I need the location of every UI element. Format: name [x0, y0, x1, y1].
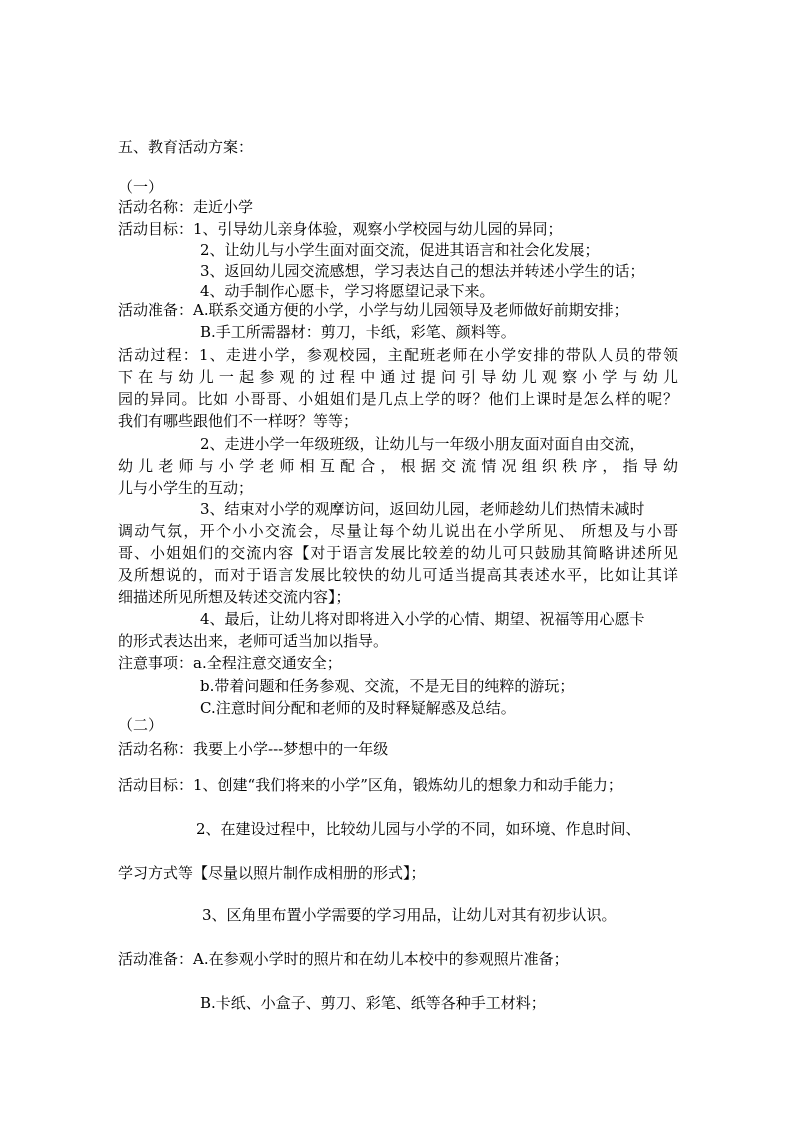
- activity1-process-line: 我们有哪些跟他们不一样呀？等等；: [118, 412, 359, 430]
- activity1-prep-2: B.手工所需器材：剪刀，卡纸，彩笔、颜料等。: [200, 323, 516, 341]
- activity2-goal-4: 3、区角里布置小学需要的学习用品，让幼儿对其有初步认识。: [202, 906, 617, 924]
- activity2-prep-2: B.卡纸、小盒子、剪刀、彩笔、纸等各种手工材料；: [200, 994, 546, 1012]
- activity2-goal-3: 学习方式等【尽量以照片制作成相册的形式】；: [118, 864, 426, 882]
- activity1-name: 活动名称：走近小学: [118, 198, 254, 216]
- activity2-number: （二）: [118, 716, 164, 734]
- activity2-prep-1: 活动准备：A.在参观小学时的照片和在幼儿本校中的参观照片准备；: [118, 950, 569, 968]
- activity1-prep-1: 活动准备：A.联系交通方便的小学，小学与幼儿园领导及老师做好前期安排；: [118, 301, 629, 319]
- activity1-process-line: 3、结束对小学的观摩访问，返回幼儿园，老师趁幼儿们热情未减时: [200, 500, 645, 518]
- activity1-process-line: 儿与小学生的互动；: [118, 479, 254, 497]
- activity1-process-line: 活动过程：1、走进小学，参观校园，主配班老师在小学安排的带队人员的带领: [118, 346, 678, 364]
- activity1-process-line: 幼儿老师与小学老师相互配合，根据交流情况组织秩序，指导幼: [118, 457, 678, 475]
- activity1-process-line: 细描述所见所想及转述交流内容】；: [118, 588, 351, 606]
- activity1-process-line: 调动气氛，开个小小交流会，尽量让每个幼儿说出在小学所见、 所想及与小哥: [118, 522, 678, 540]
- activity1-goal-2: 2、让幼儿与小学生面对面交流，促进其语言和社会化发展；: [200, 241, 600, 259]
- activity2-goal-2: 2、在建设过程中，比较幼儿园与小学的不同，如环境、作息时间、: [196, 820, 641, 838]
- activity2-name: 活动名称：我要上小学---梦想中的一年级: [118, 740, 389, 758]
- activity1-process-line: 的形式表达出来，老师可适当加以指导。: [118, 632, 389, 650]
- activity1-note-3: C.注意时间分配和老师的及时释疑解惑及总结。: [200, 699, 516, 717]
- activity1-process-line: 下在与幼儿一起参观的过程中通过提问引导幼儿观察小学与幼儿: [118, 368, 678, 386]
- activity1-goal-4: 4、动手制作心愿卡，学习将愿望记录下来。: [200, 282, 495, 300]
- section-heading: 五、教育活动方案：: [118, 138, 254, 156]
- activity1-process-line: 及所想说的，而对于语言发展比较快的幼儿可适当提高其表述水平，比如让其详: [118, 566, 678, 584]
- activity1-process-line: 4、最后，让幼儿将对即将进入小学的心情、期望、祝福等用心愿卡: [200, 610, 645, 628]
- activity1-process-line: 园的异同。比如 小哥哥、小姐姐们是几点上学的呀？他们上课时是怎么样的呢？: [118, 390, 678, 408]
- activity1-process-line: 哥、小姐姐们的交流内容【对于语言发展比较差的幼儿可只鼓励其简略讲述所见: [118, 544, 678, 562]
- activity1-number: （一）: [118, 178, 164, 196]
- activity1-process-line: 2、走进小学一年级班级，让幼儿与一年级小朋友面对面自由交流，: [200, 435, 645, 453]
- activity1-note-2: b.带着问题和任务参观、交流，不是无目的纯粹的游玩；: [200, 677, 575, 695]
- activity1-note-1: 注意事项：a.全程注意交通安全；: [118, 654, 342, 672]
- activity1-goal-1: 活动目标：1、引导幼儿亲身体验，观察小学校园与幼儿园的异同；: [118, 220, 563, 238]
- activity2-goal-1: 活动目标：1、创建“我们将来的小学”区角，锻炼幼儿的想象力和动手能力；: [118, 776, 623, 794]
- activity1-goal-3: 3、返回幼儿园交流感想，学习表达自己的想法并转述小学生的话；: [200, 262, 645, 280]
